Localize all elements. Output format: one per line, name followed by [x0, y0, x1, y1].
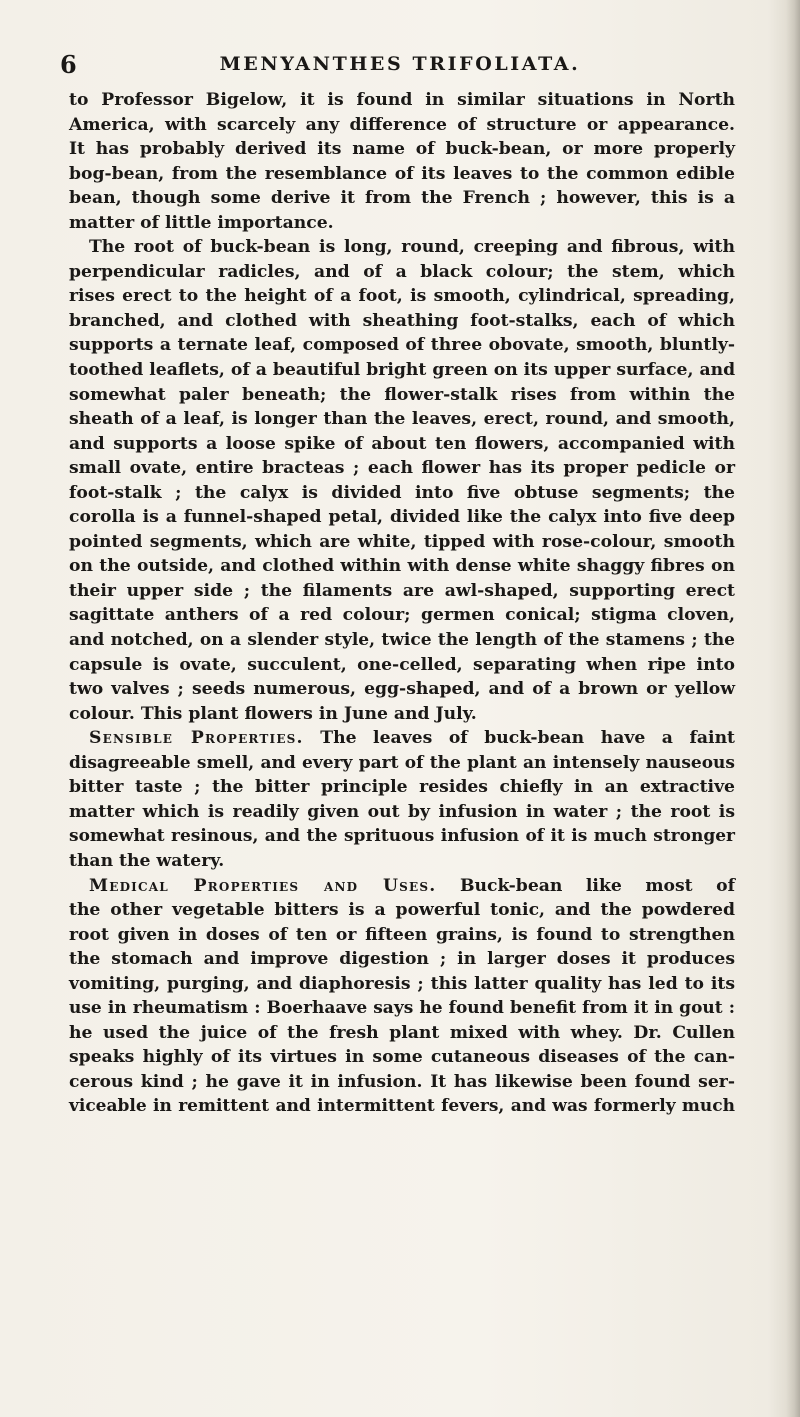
text-line: foot-stalk ; the calyx is divided into five obtuse segments; the [69, 482, 735, 503]
text-line: two valves ; seeds numerous, egg-shaped, and of a brown or yellow [69, 679, 735, 700]
text-line: cerous kind ; he gave it in infusion. It has likewise been found ser- [69, 1071, 735, 1092]
text-line: rises erect to the height of a foot, is smooth, cylindrical, spreading, [69, 286, 735, 307]
text-line: supports a ternate leaf, composed of three obovate, smooth, bluntly- [69, 335, 735, 356]
text-line: sagittate anthers of a red colour; germen conical; stigma cloven, [69, 605, 735, 626]
text-line: viceable in remittent and intermittent fevers, and was formerly much [69, 1096, 735, 1117]
page-number: 6 [60, 50, 77, 79]
text-line: perpendicular radicles, and of a black colour; the stem, which [69, 261, 735, 282]
text-line: The root of buck-bean is long, round, creeping and fibrous, with [89, 237, 735, 258]
text-line: and notched, on a slender style, twice the length of the stamens ; the [69, 630, 735, 651]
text-line: somewhat paler beneath; the flower-stalk rises from within the [69, 384, 735, 405]
text-line: their upper side ; the filaments are awl-shaped, supporting erect [69, 580, 735, 601]
text-line: than the watery. [69, 850, 225, 871]
text-line: matter which is readily given out by infusion in water ; the root is [69, 801, 735, 822]
section-heading: Medical Properties and Uses. [89, 875, 437, 896]
text-line: he used the juice of the fresh plant mixed with whey. Dr. Cullen [69, 1022, 735, 1043]
text-line: colour. This plant flowers in June and July. [69, 703, 477, 724]
text-line: the stomach and improve digestion ; in larger doses it produces [69, 949, 735, 970]
text-line: and supports a loose spike of about ten flowers, accompanied with [69, 433, 735, 454]
text-line: Medical Properties and Uses. Buck-bean like most of [89, 875, 735, 896]
text-line: on the outside, and clothed within with dense white shaggy fibres on [69, 556, 735, 577]
text-line: speaks highly of its virtues in some cutaneous diseases of the can- [69, 1047, 735, 1068]
section-heading: Sensible Properties. [89, 728, 304, 749]
text-line: matter of little importance. [69, 212, 334, 233]
page-edge-shadow [786, 0, 800, 1417]
running-title: MENYANTHES TRIFOLIATA. [219, 53, 581, 75]
text-line: somewhat resinous, and the sprituous infusion of it is much stronger [69, 826, 735, 847]
text-line: bitter taste ; the bitter principle resides chiefly in an extractive [69, 777, 735, 798]
text-line: Sensible Properties. The leaves of buck-bean have a faint [89, 728, 735, 749]
text-line: capsule is ovate, succulent, one-celled, separating when ripe into [69, 654, 735, 675]
text-line: use in rheumatism : Boerhaave says he found benefit from it in gout : [69, 998, 735, 1019]
text-line: small ovate, entire bracteas ; each flower has its proper pedicle or [69, 458, 735, 479]
text-line: sheath of a leaf, is longer than the leaves, erect, round, and smooth, [69, 409, 735, 430]
text-line: bog-bean, from the resemblance of its leaves to the common edible [69, 163, 735, 184]
text-line: It has probably derived its name of buck-bean, or more properly [69, 139, 735, 160]
text-line: to Professor Bigelow, it is found in similar situations in North [69, 90, 735, 110]
text-line: corolla is a funnel-shaped petal, divided like the calyx into five deep [69, 507, 735, 528]
text-line: vomiting, purging, and diaphoresis ; this latter quality has led to its [69, 973, 735, 994]
text-line: the other vegetable bitters is a powerful tonic, and the powdered [69, 900, 735, 921]
text-line: America, with scarcely any difference of structure or appearance. [69, 114, 735, 135]
body-text [69, 88, 735, 1119]
text-line: bean, though some derive it from the French ; however, this is a [69, 188, 735, 209]
text-line: pointed segments, which are white, tipped with rose-colour, smooth [69, 531, 735, 552]
text-line: disagreeable smell, and every part of the plant an intensely nauseous [69, 752, 735, 773]
text-line: toothed leaflets, of a beautiful bright green on its upper surface, and [69, 360, 736, 381]
text-line: branched, and clothed with sheathing foot-stalks, each of which [69, 310, 735, 331]
text-line: root given in doses of ten or fifteen grains, is found to strengthen [69, 924, 735, 945]
page-header [60, 50, 740, 80]
